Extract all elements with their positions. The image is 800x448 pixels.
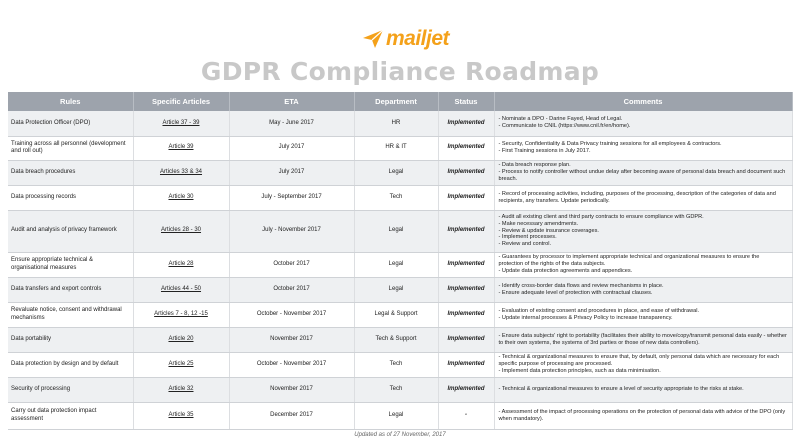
status-cell: Implemented (438, 111, 494, 136)
page-title: GDPR Compliance Roadmap (200, 57, 600, 86)
comments-cell: - Record of processing activities, including, purposes of the processing, description of the categories of data and recipients, any transfers. Update periodically. (494, 185, 792, 210)
article-link[interactable]: Article 25 (133, 352, 229, 377)
rule-cell: Data breach procedures (8, 160, 133, 185)
eta-cell: May - June 2017 (229, 111, 354, 136)
brand-name: mailjet (386, 27, 450, 50)
article-link[interactable]: Article 32 (133, 377, 229, 402)
table-row (8, 277, 792, 302)
column-header-department: Department (354, 92, 438, 111)
department-cell: Legal (354, 160, 438, 185)
article-link[interactable]: Article 20 (133, 327, 229, 352)
rule-cell: Data processing records (8, 185, 133, 210)
update-note: Updated as of 27 November, 2017 (354, 432, 446, 438)
table-row (8, 302, 792, 327)
eta-cell: December 2017 (229, 402, 354, 429)
table-row (8, 136, 792, 160)
table-row (8, 160, 792, 185)
department-cell: HR (354, 111, 438, 136)
department-cell: Legal (354, 210, 438, 252)
eta-cell: July 2017 (229, 160, 354, 185)
comments-cell: - Technical & organizational measures to ensure a level of security appropriate to the risks at stake. (494, 377, 792, 402)
eta-cell: July - November 2017 (229, 210, 354, 252)
rule-cell: Security of processing (8, 377, 133, 402)
department-cell: Legal (354, 252, 438, 277)
column-header-articles: Specific Articles (133, 92, 229, 111)
status-cell: Implemented (438, 377, 494, 402)
rule-cell: Revaluate notice, consent and withdrawal mechanisms (8, 302, 133, 327)
article-link[interactable]: Article 39 (133, 136, 229, 160)
eta-cell: July 2017 (229, 136, 354, 160)
status-cell: Implemented (438, 252, 494, 277)
article-link[interactable]: Article 37 - 39 (133, 111, 229, 136)
eta-cell: October - November 2017 (229, 302, 354, 327)
status-cell: Implemented (438, 185, 494, 210)
department-cell: Tech (354, 377, 438, 402)
comments-cell: - Ensure data subjects' right to portability (facilitates their ability to move/copy/transmit personal data easily - whether to their own systems, the systems of 3rd parties or those of new data controllers). (494, 327, 792, 352)
comments-cell: - Data breach response plan. - Process to notify controller without undue delay after becoming aware of personal data breach and document such breach. (494, 160, 792, 185)
mailjet-logo (362, 26, 449, 52)
rule-cell: Data transfers and export controls (8, 277, 133, 302)
article-link[interactable]: Articles 44 - 50 (133, 277, 229, 302)
rule-cell: Data protection by design and by default (8, 352, 133, 377)
status-cell: Implemented (438, 302, 494, 327)
status-cell: Implemented (438, 160, 494, 185)
department-cell: Tech (354, 352, 438, 377)
department-cell: Tech (354, 185, 438, 210)
eta-cell: July - September 2017 (229, 185, 354, 210)
eta-cell: November 2017 (229, 377, 354, 402)
comments-cell: - Assessment of the impact of processing operations on the protection of personal data with advice of the DPO (only when mandatory). (494, 402, 792, 429)
table-row (8, 185, 792, 210)
comments-cell: - Identify cross-border data flows and review mechanisms in place. - Ensure adequate level of protection with contractual clauses. (494, 277, 792, 302)
article-link[interactable]: Article 28 (133, 252, 229, 277)
eta-cell: October 2017 (229, 277, 354, 302)
eta-cell: October - November 2017 (229, 352, 354, 377)
comments-cell: - Guarantees by processor to implement appropriate technical and organizational measures to ensure the protection of the rights of the data subjects. - Update data protection agreements and appendices. (494, 252, 792, 277)
rule-cell: Audit and analysis of privacy framework (8, 210, 133, 252)
department-cell: Legal & Support (354, 302, 438, 327)
table-row (8, 327, 792, 352)
article-link[interactable]: Articles 7 - 8, 12 -15 (133, 302, 229, 327)
column-header-rules: Rules (8, 92, 133, 111)
comments-cell: - Technical & organizational measures to ensure that, by default, only personal data which are necessary for each specific purpose of processing are processed. - Implement data protection principles, such as data minimisation. (494, 352, 792, 377)
status-cell: Implemented (438, 210, 494, 252)
rule-cell: Carry out data protection impact assessment (8, 402, 133, 429)
table-row (8, 352, 792, 377)
article-link[interactable]: Article 35 (133, 402, 229, 429)
rule-cell: Ensure appropriate technical & organisational measures (8, 252, 133, 277)
rule-cell: Data Protection Officer (DPO) (8, 111, 133, 136)
status-cell: Implemented (438, 352, 494, 377)
table-row (8, 402, 792, 429)
eta-cell: October 2017 (229, 252, 354, 277)
table-row (8, 210, 792, 252)
article-link[interactable]: Articles 28 - 30 (133, 210, 229, 252)
comments-cell: - Security, Confidentiality & Data Privacy training sessions for all employees & contractors. - First Training sessions in July 2017. (494, 136, 792, 160)
comments-cell: - Evaluation of existing consent and procedures in place, and ease of withdrawal. - Update internal processes & Privacy Policy to increase transparency. (494, 302, 792, 327)
column-header-eta: ETA (229, 92, 354, 111)
rule-cell: Training across all personnel (development and roll out) (8, 136, 133, 160)
roadmap-table (8, 92, 793, 430)
department-cell: Tech & Support (354, 327, 438, 352)
table-row (8, 111, 792, 136)
comments-cell: - Nominate a DPO - Darine Fayed, Head of Legal. - Communicate to CNIL (https://www.cnil.fr/en/home). (494, 111, 792, 136)
table-header-row (8, 92, 792, 111)
department-cell: HR & IT (354, 136, 438, 160)
status-cell: - (438, 402, 494, 429)
column-header-comments: Comments (494, 92, 792, 111)
paper-plane-icon (362, 29, 384, 49)
department-cell: Legal (354, 277, 438, 302)
article-link[interactable]: Article 30 (133, 185, 229, 210)
status-cell: Implemented (438, 136, 494, 160)
comments-cell: - Audit all existing client and third party contracts to ensure compliance with GDPR. - Make necessary amendments. - Review & update insurance coverages. - Implement processes. - Review and control. (494, 210, 792, 252)
eta-cell: November 2017 (229, 327, 354, 352)
table-row (8, 252, 792, 277)
department-cell: Legal (354, 402, 438, 429)
article-link[interactable]: Articles 33 & 34 (133, 160, 229, 185)
table-row (8, 377, 792, 402)
status-cell: Implemented (438, 277, 494, 302)
rule-cell: Data portability (8, 327, 133, 352)
status-cell: Implemented (438, 327, 494, 352)
column-header-status: Status (438, 92, 494, 111)
